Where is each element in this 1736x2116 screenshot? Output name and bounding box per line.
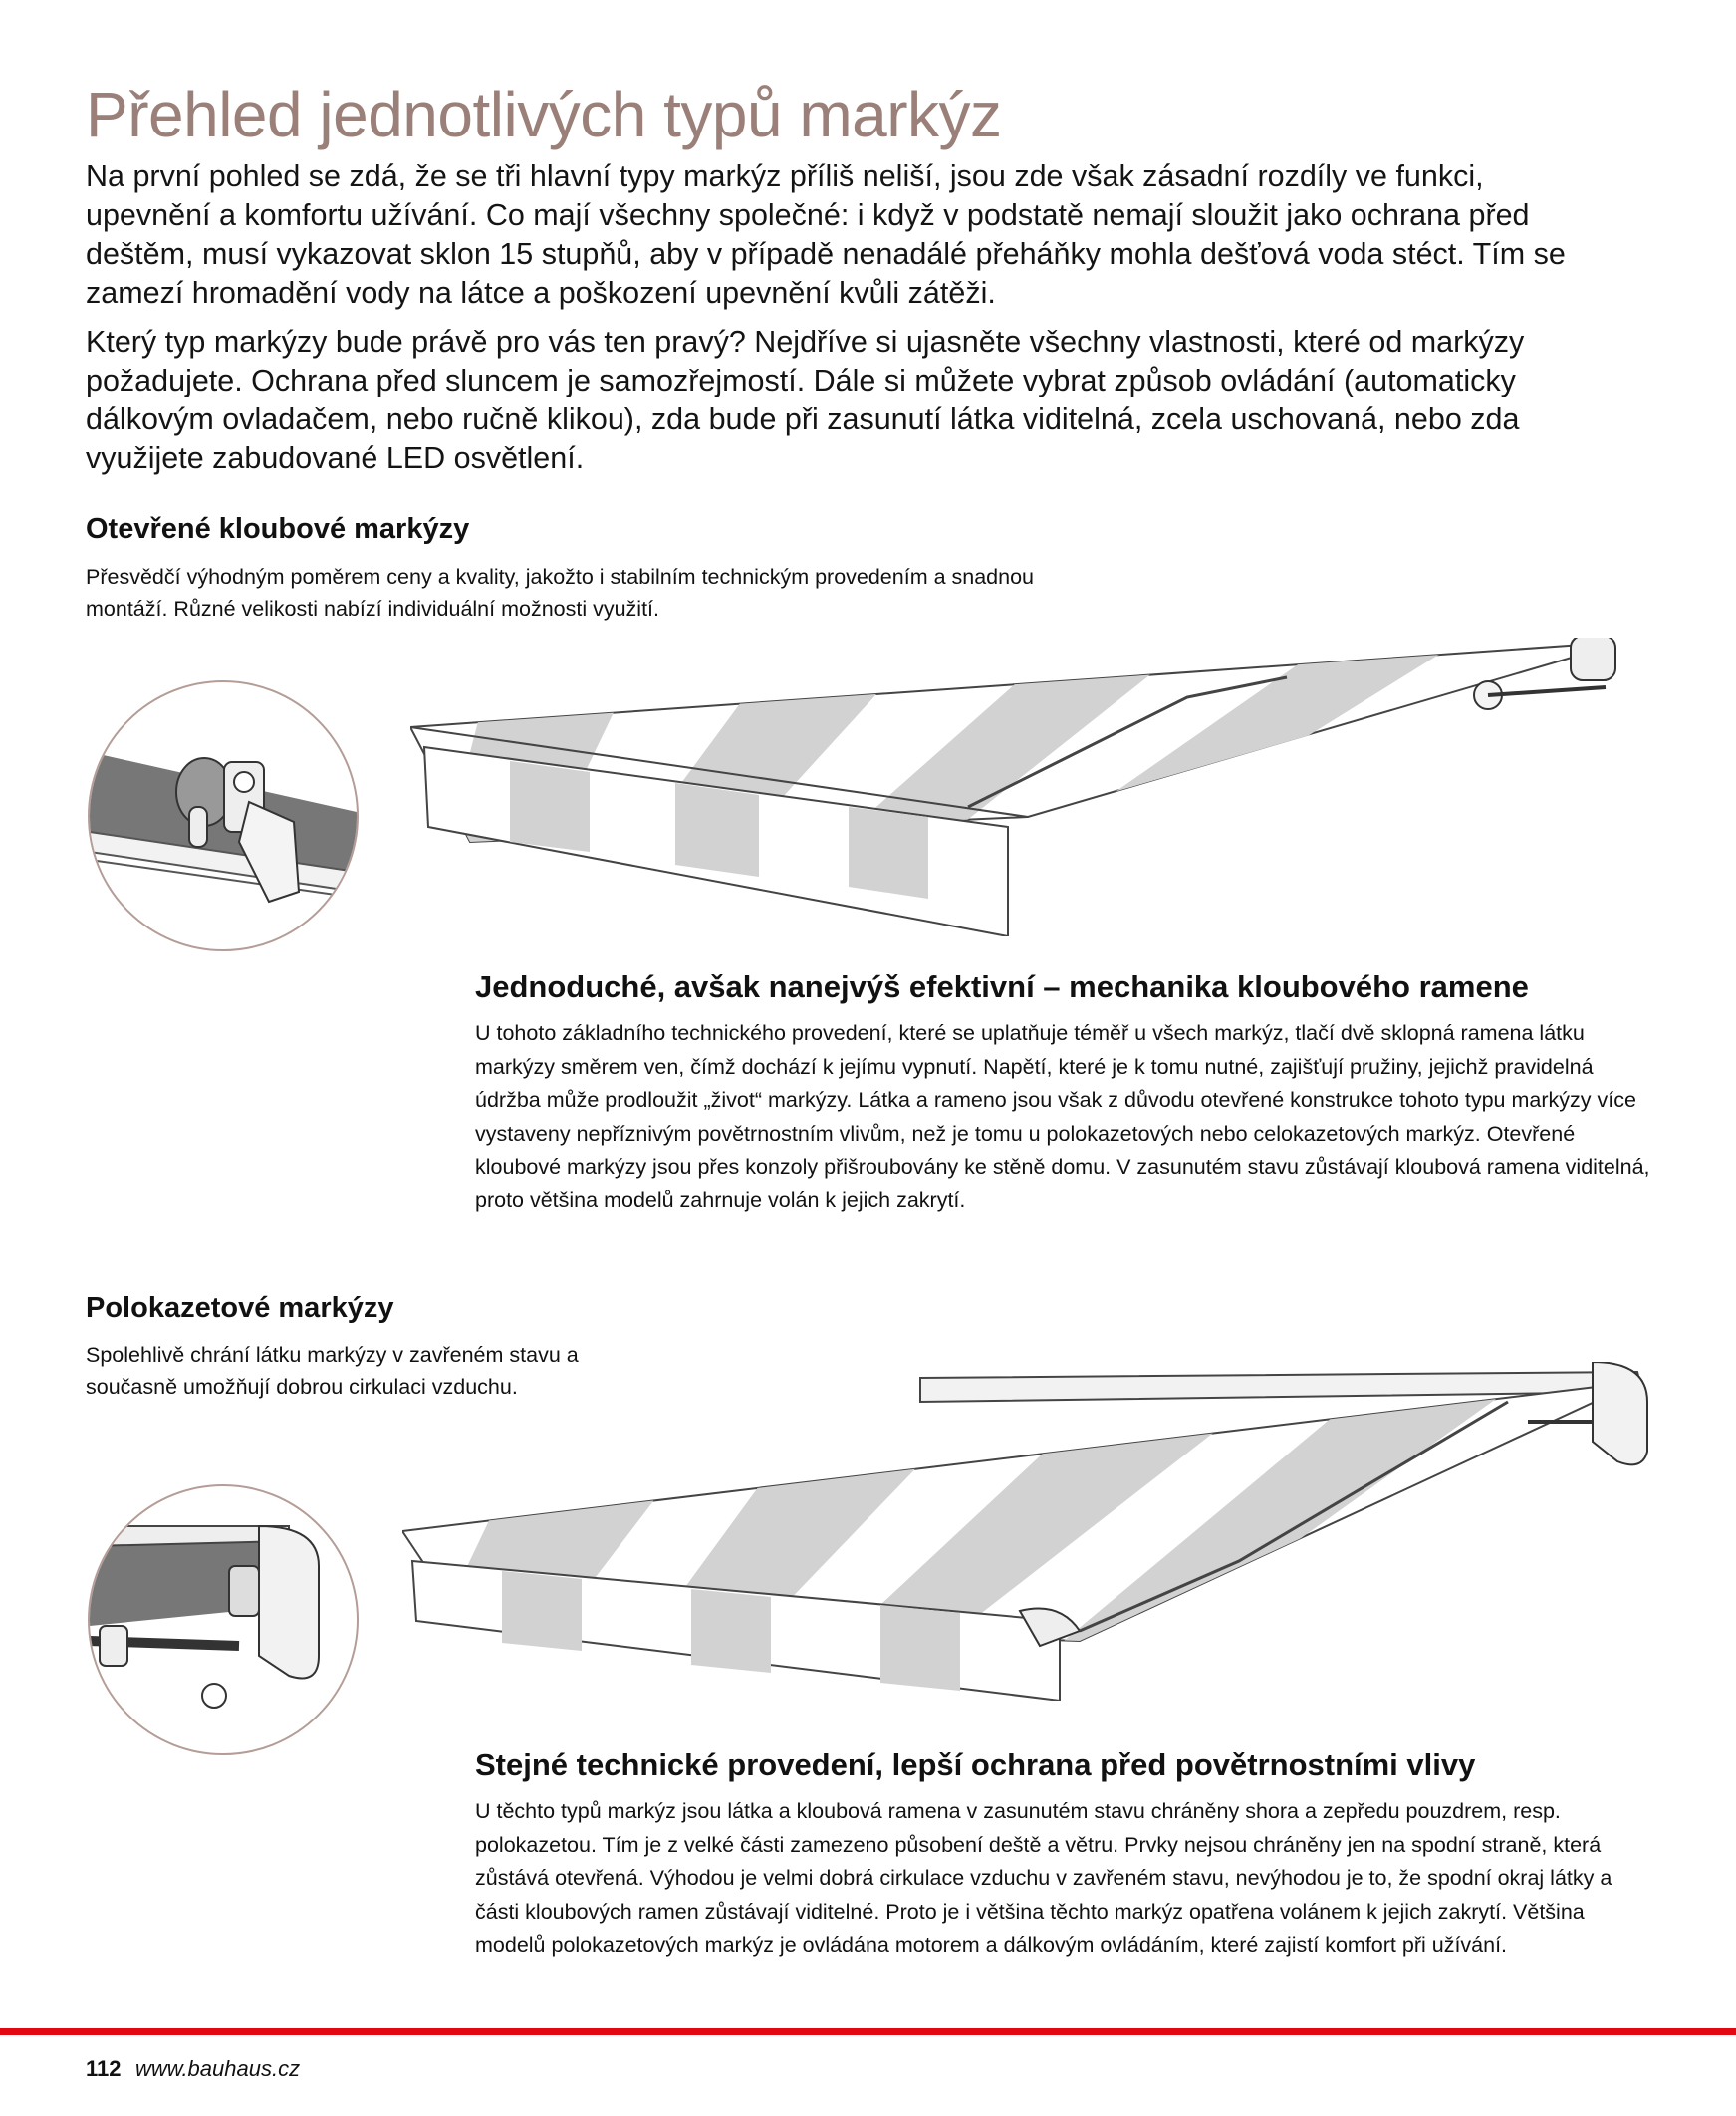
section-description: Přesvědčí výhodným poměrem ceny a kvality, jakožto i stabilním technickým provedením a snadnou montáží. Různé velikosti nabízí individuální možnosti využití. xyxy=(86,565,1035,621)
detail-zoom-circle xyxy=(88,1484,359,1755)
intro-text xyxy=(86,157,1580,488)
section-heading-semi-cassette: Polokazetové markýzy xyxy=(86,1292,394,1324)
section-heading-open-awnings: Otevřené kloubové markýzy xyxy=(86,513,470,545)
page-title: Přehled jednotlivých typů markýz xyxy=(86,79,1002,150)
footer-divider xyxy=(0,2028,1736,2035)
page-number: 112 xyxy=(86,2056,122,2081)
intro-paragraph: Na první pohled se zdá, že se tři hlavní typy markýz příliš neliší, jsou zde však zásadní rozdíly ve funkci, upevnění a komfortu užívání. Co mají všechny společné: i když v podstatě nemají sloužit jako ochrana před deštěm, musí vykazovat sklon 15 stupňů, aby v případě nenadálé přeháňky mohla dešťová voda stéct. Tím se zamezí hromadění vody na látce a poškození upevnění kvůli zátěži. xyxy=(86,159,1566,310)
sub-heading-arm-mechanics: Jednoduché, avšak nanejvýš efektivní – mechanika kloubového ramene xyxy=(475,969,1529,1004)
cassette-detail-illustration xyxy=(90,1486,357,1753)
semi-cassette-awning-illustration xyxy=(402,1362,1667,1706)
intro-paragraph: Který typ markýzy bude právě pro vás ten pravý? Nejdříve si ujasněte všechny vlastnosti, které od markýzy požadujete. Ochrana před sluncem je samozřejmostí. Dále si můžete vybrat způsob ovládání (automaticky dálkovým ovladačem, nebo ručně klikou), zda bude při zasunutí látka viditelná, zcela uschovaná, nebo zda využijete zabudované LED osvětlení. xyxy=(86,325,1525,475)
sub-text-arm-mechanics: U tohoto základního technického provedení, které se uplatňuje téměř u všech markýz, tlačí dvě sklopná ramena látku markýzy směrem ven, čímž dochází k jejímu vypnutí. Napětí, které je k tomu nutné, zajišťují pružiny, jejichž pravidelná údržba může prodloužit „život“ markýzy. Látka a rameno jsou však z důvodu otevřené konstrukce tohoto typu markýzy více vystaveny nepříznivým povětrnostním vlivům, než je tomu u polokazetových nebo celokazetových markýz. Otevřené kloubové markýzy jsou přes konzoly přišroubovány ke stěně domu. V zasunutém stavu zůstávají kloubová ramena viditelná, proto většina modelů zahrnuje volán k jejich zakrytí. xyxy=(475,1021,1650,1212)
footer-url-link[interactable]: www.bauhaus.cz xyxy=(135,2056,301,2081)
section-description: Spolehlivě chrání látku markýzy v zavřeném stavu a současně umožňují dobrou cirkulaci vzduchu. xyxy=(86,1343,579,1399)
bracket-detail-illustration xyxy=(90,682,357,949)
open-awning-illustration xyxy=(410,638,1655,941)
sub-heading-weather-protection: Stejné technické provedení, lepší ochrana před povětrnostními vlivy xyxy=(475,1747,1476,1782)
sub-text-weather-protection: U těchto typů markýz jsou látka a kloubová ramena v zasunutém stavu chráněny shora a zepředu pouzdrem, resp. polokazetou. Tím je z velké části zamezeno působení deště a větru. Prvky nejsou chráněny jen na spodní straně, která zůstává otevřená. Výhodou je velmi dobrá cirkulace vzduchu v zavřeném stavu, nevýhodou je to, že spodní okraj látky a části kloubových ramen zůstávají viditelné. Proto je i většina těchto markýz opatřena volánem k jejich zakrytí. Většina modelů polokazetových markýz je ovládána motorem a dálkovým ovládáním, které zajistí komfort při užívání. xyxy=(475,1799,1612,1957)
detail-zoom-circle xyxy=(88,680,359,951)
